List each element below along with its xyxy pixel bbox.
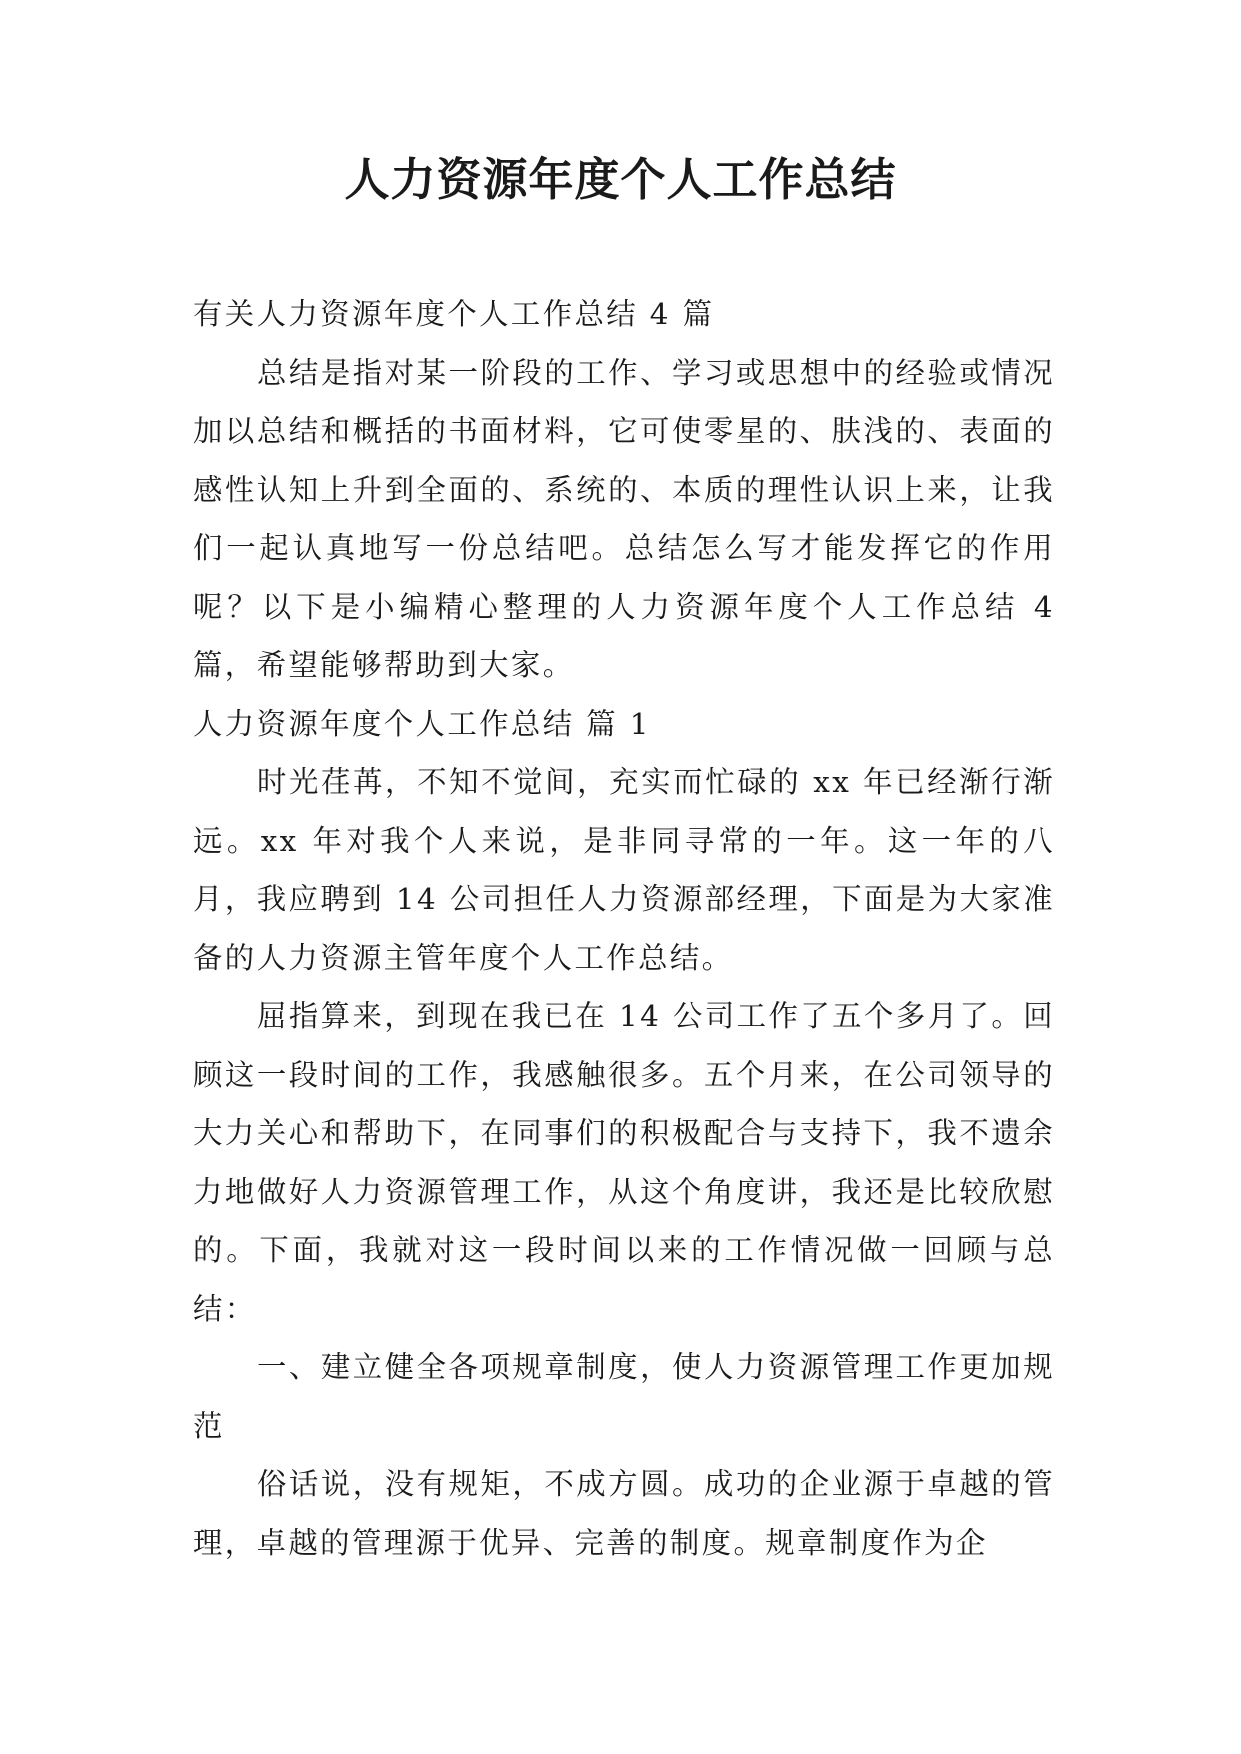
document-title: 人力资源年度个人工作总结 — [344, 153, 897, 206]
document-body — [193, 285, 1055, 1572]
document-subtitle: 有关人力资源年度个人工作总结 4 篇 — [193, 297, 715, 331]
section-heading: 人力资源年度个人工作总结 篇 1 — [193, 706, 651, 741]
body-paragraph: 屈指算来，到现在我已在 14 公司工作了五个多月了。回顾这一段时间的工作，我感触很多。五个月来，在公司领导的大力关心和帮助下，在同事们的积极配合与支持下，我不遗余力地做好人力资源管理工作，从这个角度讲，我还是比较欣慰的。下面，我就对这一段时间以来的工作情况做一回顾与总结： — [193, 999, 1055, 1326]
body-paragraph: 时光荏苒，不知不觉间，充实而忙碌的 xx 年已经渐行渐远。xx 年对我个人来说，是非同寻常的一年。这一年的八月，我应聘到 14 公司担任人力资源部经理，下面是为大家准备的人力资源主管年度个人工作总结。 — [193, 765, 1055, 975]
body-paragraph: 俗话说，没有规矩，不成方圆。成功的企业源于卓越的管理，卓越的管理源于优异、完善的制度。规章制度作为企 — [193, 1467, 1055, 1560]
intro-paragraph: 总结是指对某一阶段的工作、学习或思想中的经验或情况加以总结和概括的书面材料，它可使零星的、肤浅的、表面的感性认知上升到全面的、系统的、本质的理性认识上来，让我们一起认真地写一份总结吧。总结怎么写才能发挥它的作用呢？以下是小编精心整理的人力资源年度个人工作总结 4 篇，希望能够帮助到大家。 — [193, 355, 1055, 682]
subsection-heading: 一、建立健全各项规章制度，使人力资源管理工作更加规范 — [193, 1350, 1055, 1443]
